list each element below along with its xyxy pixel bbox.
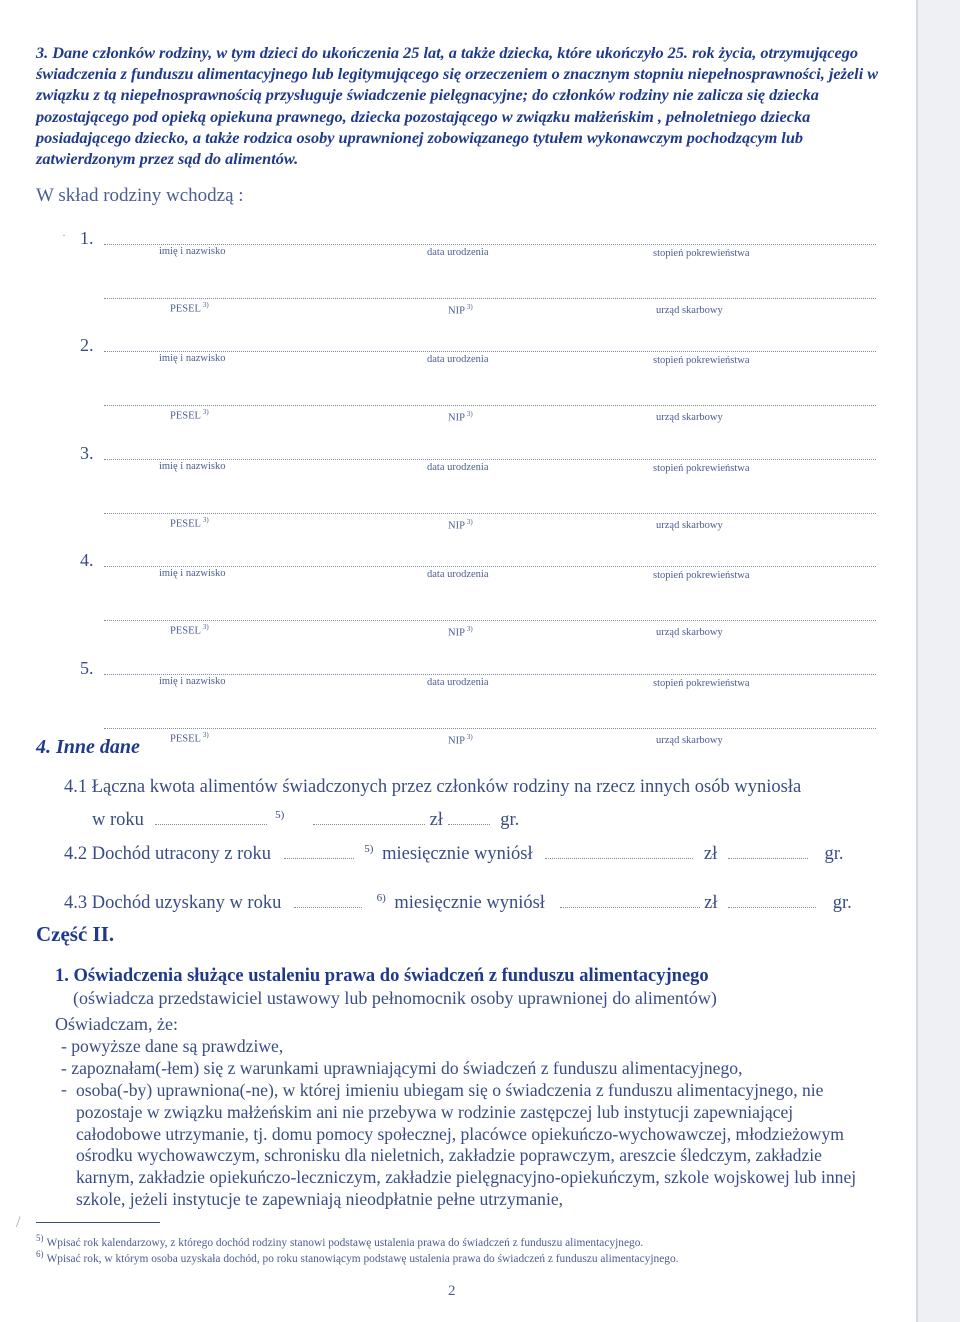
pesel-label: PESEL (170, 518, 201, 530)
nip-label: NIP (448, 627, 465, 639)
alimony-zl-field[interactable] (313, 810, 425, 825)
gained-income-year-field[interactable] (294, 893, 362, 908)
family-member-1 (0, 224, 960, 334)
nip-label-wrap (448, 625, 473, 639)
family-member-3 (0, 439, 960, 549)
section-3-intro: 3. Dane członków rodziny, w tym dzieci do ukończenia 25 lat, a także dziecka, które ukończyło 25. rok życia, otrzymującego świadczenia z funduszu alimentacyjnego lub legitymującego się orzeczeniem o znacznym stopniu niepełnosprawności, jeżeli w związku z tą niepełnosprawnością przysługuje świadczenie pielęgnacyjne; do członków rodziny nie zalicza się dziecka pozostającego pod opieką opiekuna prawnego, dziecka pozostającego w związku małżeńskim , pełnoletniego dziecka posiadającego dziecko, a także rodzica osoby uprawnionej zobowiązanego tytułem wykonawczym pochodzącym lub zatwierdzonym przez sąd do alimentów. (36, 43, 879, 169)
pesel-label-wrap (170, 731, 209, 745)
zl-label-3: zł (704, 893, 718, 914)
dob-label: data urodzenia (427, 569, 489, 580)
declaration-dash-3: - (61, 1079, 67, 1099)
declaration-intro: Oświadczam, że: (55, 1014, 178, 1034)
line-4-3 (64, 892, 852, 914)
alimony-gr-field[interactable] (448, 810, 490, 825)
dob-label: data urodzenia (427, 354, 489, 365)
member-ids-field[interactable] (104, 620, 876, 621)
family-composition-label: W skład rodziny wchodzą : (36, 185, 244, 206)
line-4-1 (64, 777, 801, 798)
relation-label: stopień pokrewieństwa (653, 248, 750, 259)
margin-slash: / (16, 1214, 21, 1231)
monthly-label-2: miesięcznie wyniósł (394, 893, 545, 914)
member-number: 2. (80, 335, 94, 355)
name-label: imię i nazwisko (159, 246, 226, 257)
pesel-label-wrap (170, 516, 209, 530)
declaration-item-3: osoba(-by) uprawniona(-ne), w której imieniu ubiegam się o świadczenia z funduszu alimentacyjnego, nie pozostaje w związku małżeńskim ani nie przebywa w rodzinie zastępczej lub instytucji zapewniającej całodobowe utrzymanie, tj. domu pomocy społecznej, placówce opiekuńczo-wychowawczej, młodzieżowym ośrodku wychowawczym, schronisku dla nieletnich, zakładzie poprawczym, areszcie śledczym, zakładzie karnym, zakładzie opiekuńczo-leczniczym, zakładzie pielęgnacyjno-opiekuńczym, szkole wojskowej lub innej szkole, jeżeli instytucje te zapewniają nieodpłatnie pełne utrzymanie, (76, 1080, 857, 1209)
pesel-label-wrap (170, 623, 209, 637)
in-year-label: w roku (92, 810, 144, 831)
pesel-ref: 3) (202, 408, 209, 416)
relation-label: stopień pokrewieństwa (653, 355, 750, 366)
lost-income-year-field[interactable] (284, 844, 354, 859)
family-member-4 (0, 546, 960, 656)
zl-label-2: zł (703, 844, 718, 865)
pesel-label: PESEL (170, 410, 201, 422)
relation-label: stopień pokrewieństwa (653, 570, 750, 581)
pesel-ref: 3) (202, 623, 209, 631)
part-2-heading: Część II. (36, 922, 115, 946)
nip-ref: 3) (466, 303, 473, 311)
footnote-6-mark: 6) (36, 1249, 44, 1259)
lost-income-zl-field[interactable] (545, 844, 693, 859)
gr-label: gr. (500, 810, 520, 831)
nip-label: NIP (448, 520, 465, 532)
declaration-item-2: - zapoznałam(-łem) się z warunkami uprawniającymi do świadczeń z funduszu alimentacyjnego, (61, 1058, 743, 1078)
pesel-ref: 3) (202, 731, 209, 739)
ref-6: 6) (376, 892, 386, 904)
member-ids-field[interactable] (104, 405, 876, 406)
member-ids-field[interactable] (104, 728, 876, 729)
nip-label: NIP (448, 412, 465, 424)
tax-office-label: urząd skarbowy (656, 735, 723, 746)
nip-label-wrap (448, 518, 473, 532)
member-ids-field[interactable] (104, 513, 876, 514)
name-label: imię i nazwisko (159, 676, 226, 687)
tax-office-label: urząd skarbowy (656, 520, 723, 531)
member-name-field[interactable] (104, 351, 876, 352)
ref-5: 5) (275, 809, 285, 821)
member-name-field[interactable] (104, 244, 876, 245)
member-ids-field[interactable] (104, 298, 876, 299)
footnote-5 (36, 1233, 643, 1249)
gained-income-zl-field[interactable] (560, 893, 700, 908)
member-number: 1. (80, 228, 94, 248)
tax-office-label: urząd skarbowy (656, 627, 723, 638)
declaration-item-1: - powyższe dane są prawdziwe, (61, 1036, 284, 1056)
line-4-2 (64, 843, 844, 865)
gr-label-2: gr. (824, 844, 844, 865)
nip-label-wrap (448, 303, 473, 317)
nip-ref: 3) (466, 410, 473, 418)
pesel-label: PESEL (170, 625, 201, 637)
line-4-2-text: 4.2 Dochód utracony z roku (64, 844, 272, 865)
footnote-5-text: Wpisać rok kalendarzowy, z którego dochód rodziny stanowi podstawę ustalenia prawa do świadczeń z funduszu alimentacyjnego. (46, 1236, 644, 1249)
line-4-1-text: 4.1 Łączna kwota alimentów świadczonych przez członków rodziny na rzecz innych osób wyniosła (64, 777, 802, 797)
line-4-3-text: 4.3 Dochód uzyskany w roku (64, 893, 282, 914)
footnote-6 (36, 1249, 679, 1265)
gained-income-gr-field[interactable] (728, 893, 816, 908)
section-4-heading: 4. Inne dane (36, 736, 140, 758)
member-name-field[interactable] (104, 459, 876, 460)
dob-label: data urodzenia (427, 462, 489, 473)
statements-subtitle: (oświadcza przedstawiciel ustawowy lub pełnomocnik osoby uprawnionej do alimentów) (73, 988, 717, 1008)
lost-income-gr-field[interactable] (728, 844, 808, 859)
nip-label: NIP (448, 735, 465, 747)
tax-office-label: urząd skarbowy (656, 412, 723, 423)
nip-label-wrap (448, 410, 473, 424)
relation-label: stopień pokrewieństwa (653, 678, 750, 689)
pesel-label: PESEL (170, 733, 201, 745)
line-4-1-year (92, 809, 519, 831)
dob-label: data urodzenia (427, 247, 489, 258)
page-number: 2 (448, 1283, 456, 1299)
nip-ref: 3) (466, 518, 473, 526)
family-member-2 (0, 331, 960, 441)
member-name-field[interactable] (104, 566, 876, 567)
ref-5b: 5) (364, 843, 374, 855)
nip-label: NIP (448, 305, 465, 317)
footnote-6-text: Wpisać rok, w którym osoba uzyskała dochód, po roku stanowiącym podstawę ustalenia prawa do świadczeń z funduszu alimentacyjnego. (46, 1252, 679, 1265)
gr-label-3: gr. (832, 893, 852, 914)
nip-ref: 3) (466, 733, 473, 741)
pesel-ref: 3) (202, 301, 209, 309)
member-number: 4. (80, 550, 94, 570)
tax-office-label: urząd skarbowy (656, 305, 723, 316)
margin-mark: · (62, 228, 66, 242)
footnote-rule (36, 1222, 160, 1223)
dob-label: data urodzenia (427, 677, 489, 688)
footnote-5-mark: 5) (36, 1233, 44, 1243)
member-name-field[interactable] (104, 674, 876, 675)
nip-label-wrap (448, 733, 473, 747)
relation-label: stopień pokrewieństwa (653, 463, 750, 474)
nip-ref: 3) (466, 625, 473, 633)
family-member-5 (0, 654, 960, 764)
monthly-label-1: miesięcznie wyniósł (382, 844, 533, 865)
statements-title: 1. Oświadczenia służące ustaleniu prawa do świadczeń z funduszu alimentacyjnego (55, 966, 709, 986)
pesel-ref: 3) (202, 516, 209, 524)
zl-label: zł (429, 810, 443, 831)
pesel-label-wrap (170, 301, 209, 315)
name-label: imię i nazwisko (159, 568, 226, 579)
member-number: 3. (80, 443, 94, 463)
name-label: imię i nazwisko (159, 461, 226, 472)
name-label: imię i nazwisko (159, 353, 226, 364)
member-number: 5. (80, 658, 94, 678)
pesel-label: PESEL (170, 303, 201, 315)
pesel-label-wrap (170, 408, 209, 422)
alimony-year-field[interactable] (155, 810, 267, 825)
